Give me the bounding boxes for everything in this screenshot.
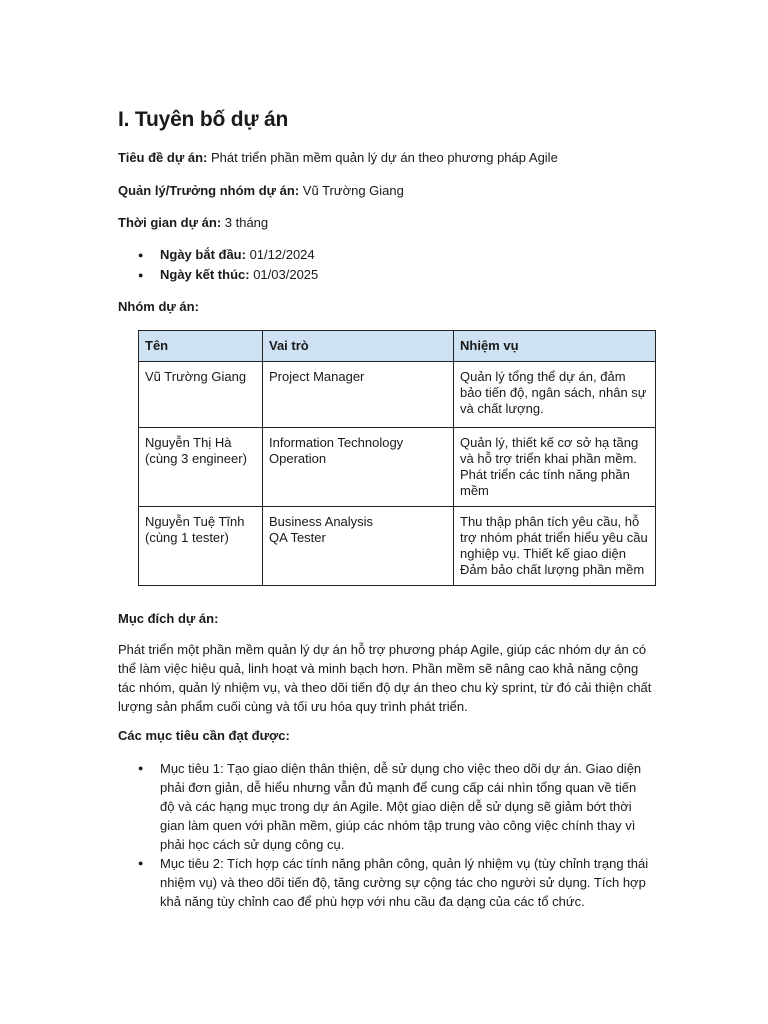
- paragraph-line: tác nhóm, quản lý nhiệm vụ, và theo dõi tiến độ dự án theo chu kỳ sprint, từ đó cải thiện chất: [118, 680, 652, 695]
- purpose-body: [118, 640, 658, 716]
- date-list: [118, 245, 318, 285]
- project-duration-label: Thời gian dự án:: [118, 215, 222, 230]
- member-name-cell: [139, 507, 263, 586]
- goals-body: [118, 759, 658, 911]
- end-date-label: Ngày kết thúc:: [160, 267, 250, 282]
- cell-line: Đảm bảo chất lượng phần mềm: [460, 562, 645, 577]
- member-name-cell: [139, 428, 263, 507]
- cell-line: và hỗ trợ triển khai phần mềm.: [460, 451, 637, 466]
- goal-line: Mục tiêu 1: Tạo giao diện thân thiện, dễ sử dụng cho việc theo dõi dự án. Giao diện: [160, 761, 642, 776]
- team-label-line: [118, 299, 199, 314]
- paragraph-line: thể làm việc hiệu quả, linh hoạt và minh bạch hơn. Phần mềm sẽ nâng cao khả năng cộng: [118, 661, 639, 676]
- table-row: [139, 507, 656, 586]
- start-date-value: 01/12/2024: [245, 247, 315, 262]
- header-role: Vai trò: [263, 331, 454, 362]
- project-duration-value: 3 tháng: [221, 215, 269, 230]
- cell-line: Information Technology: [269, 435, 404, 450]
- goal-line: nhiệm vụ) và theo dõi tiến độ, tăng cường sự cộng tác cho người sử dụng. Tích hợp: [160, 875, 646, 890]
- member-role-cell: [263, 362, 454, 428]
- project-manager-line: [118, 183, 404, 198]
- cell-line: bảo tiến độ, ngân sách, nhân sự: [460, 385, 647, 400]
- member-task-cell: [454, 362, 656, 428]
- goal-line: độ và các hạng mục trong dự án Agile. Một giao diện dễ sử dụng sẽ giảm bớt thời: [160, 799, 632, 814]
- goals-heading: Các mục tiêu cần đạt được:: [118, 728, 290, 743]
- table-row: [139, 362, 656, 428]
- end-date-item: [118, 265, 318, 285]
- cell-line: (cùng 3 engineer): [145, 451, 247, 466]
- member-task-cell: [454, 428, 656, 507]
- start-date-item: [118, 245, 318, 265]
- team-label: Nhóm dự án:: [118, 299, 199, 314]
- project-manager-value: Vũ Trường Giang: [299, 183, 404, 198]
- cell-line: QA Tester: [269, 530, 326, 545]
- project-title-line: [118, 150, 558, 165]
- goal-line: khả năng tùy chỉnh cao để phù hợp với nhu cầu đa dạng của các tổ chức.: [160, 894, 585, 909]
- cell-line: Quản lý tổng thể dự án, đảm: [460, 369, 626, 384]
- paragraph-line: Phát triển một phần mềm quản lý dự án hỗ trợ phương pháp Agile, giúp các nhóm dự án có: [118, 642, 647, 657]
- goal-line: phải học cách sử dụng công cụ.: [160, 837, 345, 852]
- member-role-cell: [263, 507, 454, 586]
- cell-line: và chất lượng.: [460, 401, 544, 416]
- goal-line: gian làm quen với phần mềm, giúp các nhóm tập trung vào công việc chính thay vì: [160, 818, 636, 833]
- list-item: [118, 759, 658, 854]
- cell-line: Project Manager: [269, 369, 365, 384]
- list-item: [118, 854, 658, 911]
- cell-line: trợ nhóm phát triển hiểu yêu cầu: [460, 530, 648, 545]
- team-table: [138, 330, 656, 586]
- goals-list: [118, 759, 658, 911]
- cell-line: Phát triển các tính năng phần: [460, 467, 630, 482]
- project-title-value: Phát triển phần mềm quản lý dự án theo phương pháp Agile: [207, 150, 558, 165]
- cell-line: Business Analysis: [269, 514, 374, 529]
- start-date-label: Ngày bắt đầu:: [160, 247, 246, 262]
- goal-line: phải đơn giản, dễ hiểu nhưng vẫn đủ mạnh để cung cấp cái nhìn tổng quan về tiến: [160, 780, 637, 795]
- goals-section: [118, 728, 658, 743]
- cell-line: Thu thập phân tích yêu cầu, hỗ: [460, 514, 640, 529]
- goal-line: Mục tiêu 2: Tích hợp các tính năng phân công, quản lý nhiệm vụ (tùy chỉnh trạng thái: [160, 856, 649, 871]
- header-name: Tên: [139, 331, 263, 362]
- cell-line: nghiệp vụ. Thiết kế giao diện: [460, 546, 626, 561]
- member-task-cell: [454, 507, 656, 586]
- cell-line: Operation: [269, 451, 327, 466]
- project-manager-label: Quản lý/Trưởng nhóm dự án:: [118, 183, 300, 198]
- header-task: Nhiệm vụ: [454, 331, 656, 362]
- team-table-header-row: [139, 331, 656, 362]
- cell-line: mềm: [460, 483, 489, 498]
- table-row: [139, 428, 656, 507]
- cell-line: Vũ Trường Giang: [145, 369, 247, 384]
- cell-line: (cùng 1 tester): [145, 530, 229, 545]
- project-title-label: Tiêu đề dự án:: [118, 150, 208, 165]
- cell-line: Nguyễn Thị Hà: [145, 435, 232, 450]
- member-name-cell: [139, 362, 263, 428]
- project-duration-line: [118, 215, 268, 230]
- end-date-value: 01/03/2025: [249, 267, 319, 282]
- purpose-heading: Mục đích dự án:: [118, 611, 219, 626]
- cell-line: Quản lý, thiết kế cơ sở hạ tầng: [460, 435, 639, 450]
- purpose-paragraph: [118, 640, 658, 716]
- member-role-cell: [263, 428, 454, 507]
- cell-line: Nguyễn Tuệ Tĩnh: [145, 514, 245, 529]
- page-title: I. Tuyên bố dự án: [118, 108, 289, 131]
- paragraph-line: lượng sản phẩm cuối cùng và tối ưu hóa quy trình phát triển.: [118, 699, 468, 714]
- purpose-section: [118, 611, 658, 626]
